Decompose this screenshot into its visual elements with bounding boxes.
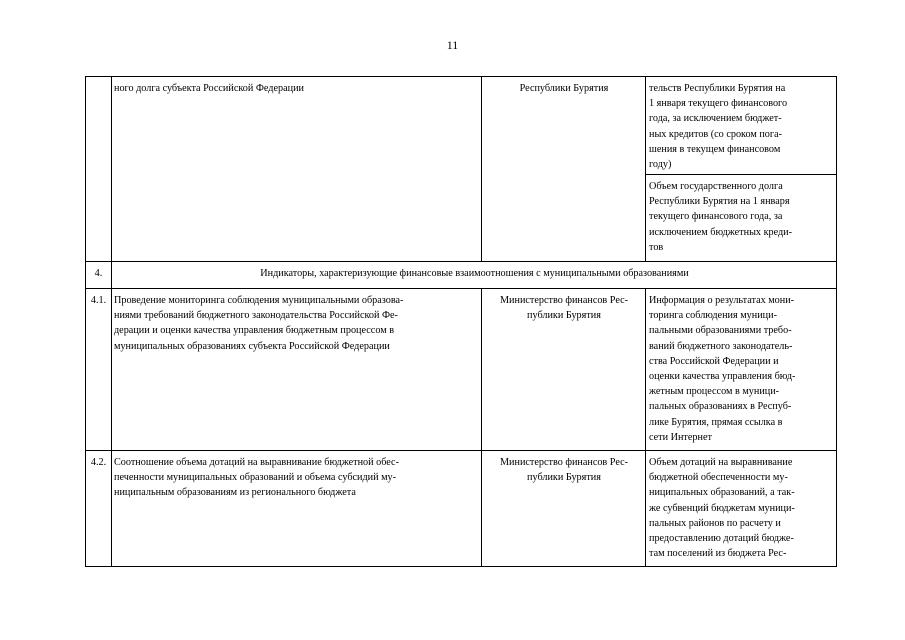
data-source-line: пальных районов по расчету и [649, 517, 781, 529]
data-source-line: лике Бурятия, прямая ссылка в [649, 416, 783, 428]
data-source-line: 1 января текущего финансового [649, 98, 788, 110]
data-source-line: бюджетной обеспеченности му- [649, 472, 788, 484]
table-row [86, 77, 837, 175]
data-source-line: же субвенций бюджетам муници- [649, 502, 795, 514]
data-source-line: там поселений из бюджета Рес- [649, 548, 787, 560]
data-source-line: Объем государственного долга [649, 181, 783, 192]
data-source-line: сети Интернет [649, 431, 712, 443]
row-number-cell: 4.2. [86, 451, 112, 567]
responsible-cell [482, 289, 646, 451]
data-source-line: предоставлению дотаций бюдже- [649, 533, 794, 545]
data-source-line: Объем дотаций на выравнивание [649, 457, 793, 468]
data-source-line: текущего финансового года, за [649, 211, 783, 223]
responsible-cell [482, 451, 646, 567]
data-source-line: ных кредитов (со сроком пога- [649, 128, 782, 140]
indicator-name-line: ного долга субъекта Российской Федерации [114, 83, 304, 94]
table-row [86, 289, 837, 451]
indicator-name-line: Проведение мониторинга соблюдения муниципальными образова- [114, 295, 404, 306]
data-source-line: Республики Бурятия на 1 января [649, 196, 790, 208]
data-source-line: ниципальных образований, а так- [649, 487, 795, 499]
responsible-line: публики Бурятия [527, 472, 601, 484]
data-source-line: торинга соблюдения муници- [649, 310, 777, 322]
section-number: 4. [86, 262, 112, 289]
indicator-name-line: ниями требований бюджетного законодательства Российской Фе- [114, 310, 398, 322]
data-source-line: тельств Республики Бурятия на [649, 83, 786, 94]
data-source-line: ства Российской Федерации и [649, 355, 779, 367]
row-number-cell [86, 77, 112, 262]
indicator-name-cell [112, 451, 482, 567]
data-source-cell [646, 451, 837, 567]
indicator-name-line: Соотношение объема дотаций на выравнивание бюджетной обес- [114, 457, 399, 468]
data-source-line: жетным процессом в муници- [649, 386, 780, 398]
section-title: Индикаторы, характеризующие финансовые взаимоотношения с муниципальными образованиями [112, 262, 837, 289]
data-source-line: пальными образованиями требо- [649, 325, 792, 337]
data-source-line: шения в текущем финансовом [649, 143, 781, 155]
responsible-line: публики Бурятия [527, 310, 601, 322]
indicator-name-cell [112, 289, 482, 451]
data-source-line: Информация о результатах мони- [649, 295, 795, 306]
data-source-line: ваний бюджетного законодатель- [649, 340, 793, 352]
responsible-line: Министерство финансов Рес- [499, 295, 629, 306]
data-source-line: году) [649, 159, 672, 171]
responsible-cell [482, 77, 646, 262]
data-source-line: оценки качества управления бюд- [649, 371, 796, 383]
data-source-line: пальных образованиях в Респуб- [649, 401, 792, 413]
indicator-name-line: дерации и оценки качества управления бюджетным процессом в [114, 325, 395, 337]
indicator-name-line: печенности муниципальных образований и объема субсидий му- [114, 472, 397, 484]
section-row [86, 262, 837, 289]
data-source-cell [646, 289, 837, 451]
indicator-name-cell [112, 77, 482, 262]
responsible-line: Министерство финансов Рес- [499, 457, 629, 468]
indicators-table [85, 76, 837, 567]
indicator-name-line: ниципальным образованиям из регионального бюджета [114, 487, 356, 499]
responsible-line: Республики Бурятия [519, 83, 609, 94]
page-number: 11 [446, 38, 459, 52]
data-source-line: года, за исключением бюджет- [649, 113, 782, 125]
row-number-cell: 4.1. [86, 289, 112, 451]
data-source-line: тов [649, 241, 664, 253]
indicator-name-line: муниципальных образованиях субъекта Российской Федерации [114, 340, 390, 352]
table-row [86, 451, 837, 567]
data-source-cell [646, 175, 837, 262]
data-source-cell [646, 77, 837, 175]
data-source-line: исключением бюджетных креди- [649, 226, 793, 238]
